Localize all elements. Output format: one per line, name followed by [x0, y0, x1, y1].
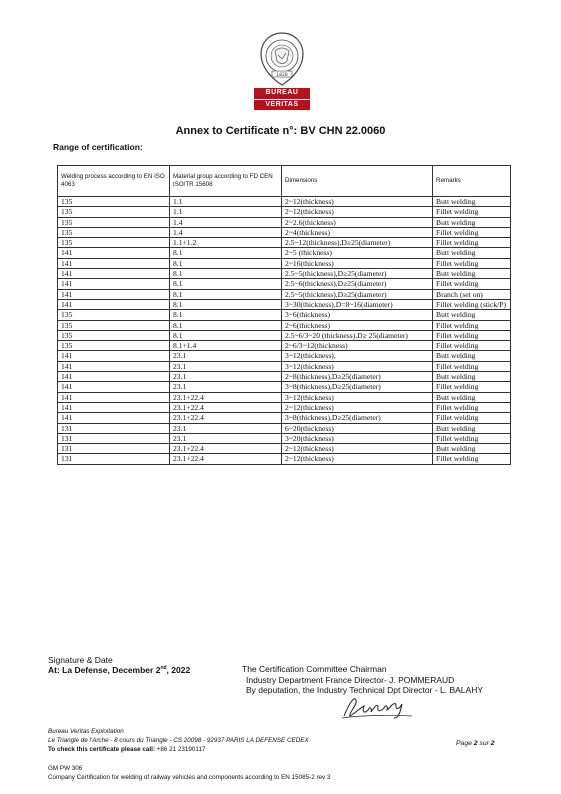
remarks-cell: Fillet welding: [433, 330, 511, 340]
dimensions-cell: 2~5 (thickness): [282, 248, 433, 258]
footer-company: Bureau Veritas Exploitation: [48, 728, 124, 735]
material-cell: 8.1: [170, 330, 282, 340]
remarks-cell: Butt welding: [433, 372, 511, 382]
table-row: [58, 320, 511, 330]
material-cell: 23.1+22.4: [170, 413, 282, 423]
remarks-cell: Fillet welding: [433, 227, 511, 237]
material-cell: 23.1: [170, 382, 282, 392]
director-line-1: Industry Department France Director- J. POMMERAUD: [246, 674, 455, 685]
remarks-cell: Butt welding: [433, 351, 511, 361]
process-cell: 141: [58, 382, 170, 392]
material-cell: 8.1: [170, 299, 282, 309]
header-remarks: Remarks: [433, 166, 511, 197]
dimensions-cell: 3~8(thickness),D≥25(diameter): [282, 413, 433, 423]
dimensions-cell: 2~8(thickness),D≥25(diameter): [282, 372, 433, 382]
table-row: [58, 269, 511, 279]
process-cell: 141: [58, 413, 170, 423]
material-cell: 23.1+22.4: [170, 444, 282, 454]
process-cell: 135: [58, 227, 170, 237]
header-material: Material group according to FD CEN ISO/TR 15608: [170, 166, 282, 197]
material-cell: 23.1+22.4: [170, 392, 282, 402]
process-cell: 135: [58, 341, 170, 351]
table-row: [58, 372, 511, 382]
document-title: Annex to Certificate n°: BV CHN 22.0060: [175, 125, 386, 137]
committee-block: [242, 664, 483, 696]
dimensions-cell: 3~12(thickness): [282, 392, 433, 402]
range-heading: Range of certification:: [53, 142, 143, 152]
form-title: Company Certification for welding of railway vehicles and components according to EN 15085-2 rev 3: [48, 774, 331, 781]
remarks-cell: Butt welding: [433, 310, 511, 320]
remarks-cell: Fillet welding (stick/P): [433, 299, 511, 309]
table-row: [58, 197, 511, 207]
remarks-cell: Fillet welding: [433, 279, 511, 289]
remarks-cell: Butt welding: [433, 197, 511, 207]
remarks-cell: Fillet welding: [433, 320, 511, 330]
remarks-cell: Fillet welding: [433, 433, 511, 443]
process-cell: 141: [58, 372, 170, 382]
process-cell: 135: [58, 238, 170, 248]
process-cell: 141: [58, 269, 170, 279]
dimensions-cell: 3~8(thickness),D≥25(diameter): [282, 382, 433, 392]
table-header-row: [58, 166, 511, 197]
signature-place-date: At: La Defense, December 2nd, 2022: [48, 665, 191, 675]
material-cell: 1.1: [170, 207, 282, 217]
table-row: [58, 351, 511, 361]
process-cell: 135: [58, 310, 170, 320]
process-cell: 141: [58, 361, 170, 371]
dimensions-cell: 2~6(thickness): [282, 320, 433, 330]
table-row: [58, 444, 511, 454]
brand-wordmark: [254, 88, 310, 110]
signature-label: Signature & Date: [48, 655, 113, 665]
process-cell: 135: [58, 207, 170, 217]
dimensions-cell: 2~12(thickness): [282, 444, 433, 454]
brand-line-1: BUREAU: [265, 89, 299, 96]
process-cell: 131: [58, 454, 170, 464]
table-row: [58, 279, 511, 289]
footer-address: Le Triangle de l'Arche - 8 cours du Triangle - CS 20098 - 92937 PARIS LA DEFENSE CEDEX: [48, 737, 309, 744]
dimensions-cell: 2~16(thickness): [282, 258, 433, 268]
dimensions-cell: 2.5~5(thickness),D≥25(diameter): [282, 289, 433, 299]
material-cell: 23.1: [170, 423, 282, 433]
table-row: [58, 392, 511, 402]
remarks-cell: Butt welding: [433, 248, 511, 258]
remarks-cell: Butt welding: [433, 392, 511, 402]
material-cell: 8.1: [170, 248, 282, 258]
table-row: [58, 289, 511, 299]
table-row: [58, 227, 511, 237]
dimensions-cell: 3~6(thickness): [282, 310, 433, 320]
process-cell: 131: [58, 433, 170, 443]
remarks-cell: Butt welding: [433, 217, 511, 227]
remarks-cell: Fillet welding: [433, 238, 511, 248]
material-cell: 8.1: [170, 279, 282, 289]
material-cell: 23.1: [170, 351, 282, 361]
material-cell: 1.4: [170, 217, 282, 227]
dimensions-cell: 2~12(thickness): [282, 402, 433, 412]
committee-chairman: The Certification Committee Chairman: [242, 664, 387, 674]
dimensions-cell: 3~30(thickness),D=8~16(diameter): [282, 299, 433, 309]
table-row: [58, 299, 511, 309]
page-number: Page 2 sur 2: [456, 740, 495, 747]
remarks-cell: Fillet welding: [433, 454, 511, 464]
process-cell: 141: [58, 248, 170, 258]
table-row: [58, 217, 511, 227]
material-cell: 1.1: [170, 197, 282, 207]
remarks-cell: Butt welding: [433, 444, 511, 454]
process-cell: 141: [58, 392, 170, 402]
process-cell: 141: [58, 402, 170, 412]
remarks-cell: Fillet welding: [433, 207, 511, 217]
process-cell: 141: [58, 279, 170, 289]
process-cell: 131: [58, 444, 170, 454]
remarks-cell: Butt welding: [433, 423, 511, 433]
table-row: [58, 238, 511, 248]
remarks-cell: Fillet welding: [433, 382, 511, 392]
material-cell: 8.1: [170, 258, 282, 268]
handwritten-signature: [340, 694, 415, 720]
seal-icon: [258, 31, 306, 87]
process-cell: 135: [58, 197, 170, 207]
remarks-cell: Branch (set on): [433, 289, 511, 299]
material-cell: 8.1: [170, 320, 282, 330]
table-row: [58, 423, 511, 433]
dimensions-cell: 2.5~5(thickness),D≥25(diameter): [282, 269, 433, 279]
table-row: [58, 310, 511, 320]
table-row: [58, 402, 511, 412]
remarks-cell: Fillet welding: [433, 341, 511, 351]
dimensions-cell: 2.5~12(thickness),D≥25(diameter): [282, 238, 433, 248]
dimensions-cell: 2~2.6(thickness): [282, 217, 433, 227]
remarks-cell: Fillet welding: [433, 413, 511, 423]
process-cell: 135: [58, 217, 170, 227]
material-cell: 23.1: [170, 372, 282, 382]
dimensions-cell: 6~20(thickness): [282, 423, 433, 433]
remarks-cell: Fillet welding: [433, 402, 511, 412]
dimensions-cell: 2~12(thickness): [282, 197, 433, 207]
header-dimensions: Dimensions: [282, 166, 433, 197]
process-cell: 135: [58, 330, 170, 340]
director-line-2: By deputation, the Industry Technical Dpt Director - L. BALAHY: [246, 685, 484, 695]
process-cell: 135: [58, 320, 170, 330]
material-cell: 8.1+1.4: [170, 341, 282, 351]
dimensions-cell: 2~6/3~12(thickness): [282, 341, 433, 351]
certification-table: [57, 165, 511, 465]
dimensions-cell: 2.5~6(thickness),D≥25(diameter): [282, 279, 433, 289]
remarks-cell: Fillet welding: [433, 258, 511, 268]
form-code: GM PW 306: [48, 765, 83, 772]
table-row: [58, 207, 511, 217]
dimensions-cell: 3~12(thickness): [282, 361, 433, 371]
process-cell: 141: [58, 258, 170, 268]
remarks-cell: Fillet welding: [433, 361, 511, 371]
table-row: [58, 330, 511, 340]
bureau-veritas-logo: [254, 31, 310, 111]
table-row: [58, 454, 511, 464]
table-row: [58, 341, 511, 351]
table-row: [58, 382, 511, 392]
process-cell: 141: [58, 299, 170, 309]
footer-check: To check this certificate please call: +86 21 23190117: [48, 746, 206, 753]
dimensions-cell: 2~12(thickness): [282, 207, 433, 217]
table-row: [58, 258, 511, 268]
material-cell: 23.1+22.4: [170, 402, 282, 412]
brand-line-2: VERITAS: [254, 99, 310, 111]
table-row: [58, 248, 511, 258]
process-cell: 131: [58, 423, 170, 433]
dimensions-cell: 2~12(thickness): [282, 454, 433, 464]
material-cell: 23.1: [170, 361, 282, 371]
header-process: Welding process according to EN ISO 4063: [58, 166, 170, 197]
remarks-cell: Butt welding: [433, 269, 511, 279]
dimensions-cell: 2~4(thickness): [282, 227, 433, 237]
process-cell: 141: [58, 351, 170, 361]
table-row: [58, 433, 511, 443]
dimensions-cell: 2.5~6/3~20 (thickness),D≥ 25(diameter): [282, 330, 433, 340]
process-cell: 141: [58, 289, 170, 299]
material-cell: 1.1+1.2: [170, 238, 282, 248]
svg-text:1828: 1828: [276, 73, 288, 78]
material-cell: 8.1: [170, 289, 282, 299]
table-row: [58, 413, 511, 423]
dimensions-cell: 3~20(thickness): [282, 433, 433, 443]
material-cell: 23.1+22.4: [170, 454, 282, 464]
material-cell: 23.1: [170, 433, 282, 443]
table-row: [58, 361, 511, 371]
dimensions-cell: 3~12(thickness),: [282, 351, 433, 361]
material-cell: 1.4: [170, 227, 282, 237]
material-cell: 8.1: [170, 310, 282, 320]
material-cell: 8.1: [170, 269, 282, 279]
